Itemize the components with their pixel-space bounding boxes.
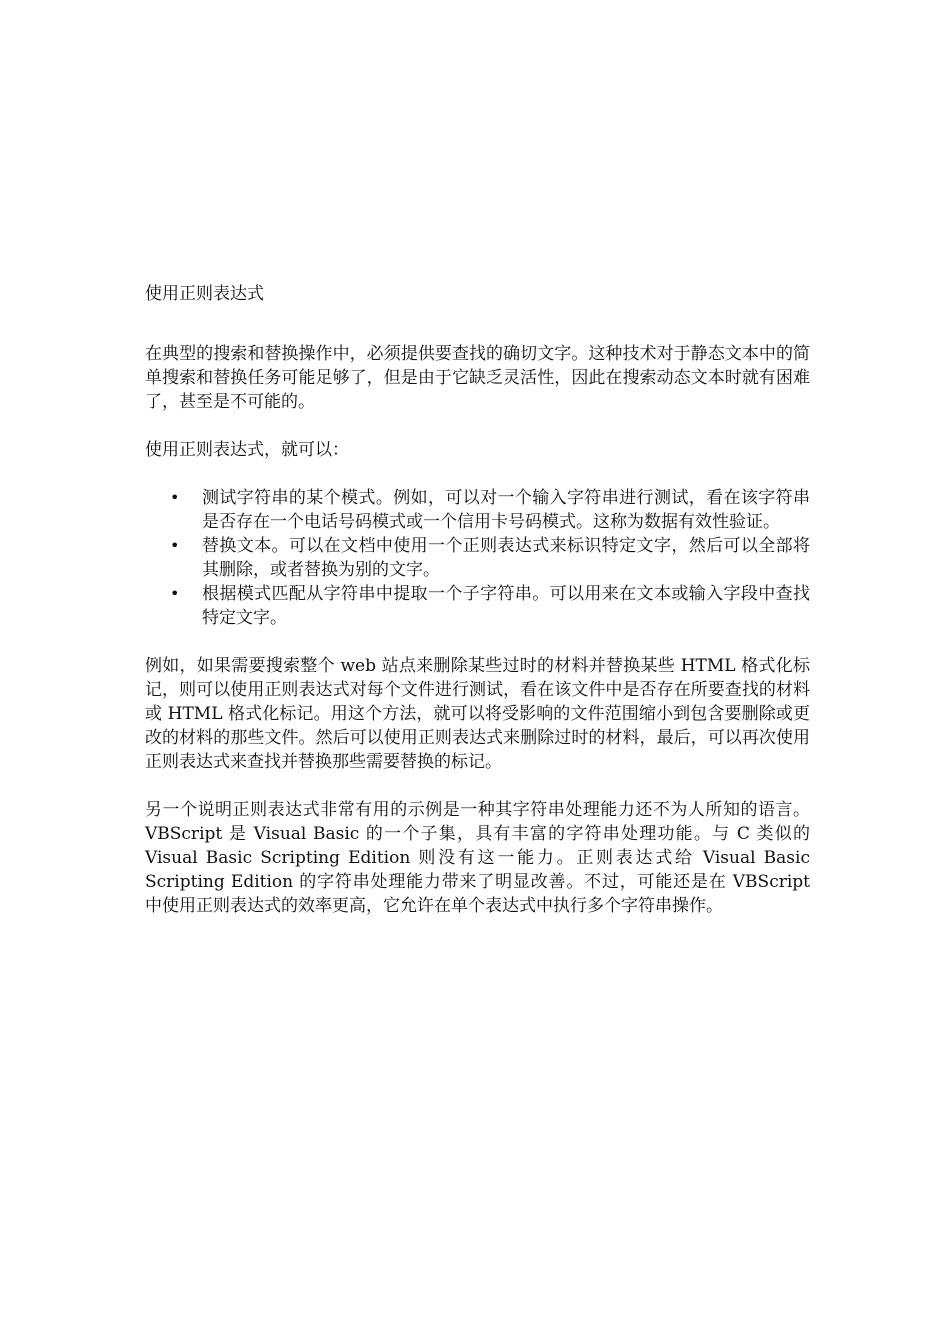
bullet-icon: • [170,488,180,507]
list-item [145,582,810,630]
document-body [145,282,810,942]
bullet-icon: • [170,536,180,555]
list-item-text: 根据模式匹配从字符串中提取一个子字符串。可以用来在文本或输入字段中查找特定文字。 [202,584,810,628]
capability-list [145,486,810,630]
list-item-text: 测试字符串的某个模式。例如，可以对一个输入字符串进行测试，看在该字符串是否存在一个电话号码模式或一个信用卡号码模式。这称为数据有效性验证。 [202,488,810,532]
intro-paragraph: 在典型的搜索和替换操作中，必须提供要查找的确切文字。这种技术对于静态文本中的简单搜索和替换任务可能足够了，但是由于它缺乏灵活性，因此在搜索动态文本时就有困难了，甚至是不可能的。 [145,344,810,412]
list-item [145,534,810,582]
lead-paragraph: 使用正则表达式，就可以： [145,440,349,460]
list-item [145,486,810,534]
list-item-text: 替换文本。可以在文档中使用一个正则表达式来标识特定文字，然后可以全部将其删除，或者替换为别的文字。 [202,536,810,580]
bullet-icon: • [170,584,180,603]
page-title: 使用正则表达式 [145,284,264,304]
example-paragraph: 例如，如果需要搜索整个 web 站点来删除某些过时的材料并替换某些 HTML 格式化标记，则可以使用正则表达式对每个文件进行测试，看在该文件中是否存在所要查找的材料或 HTML 格式化标记。用这个方法，就可以将受影响的文件范围缩小到包含要删除或更改的材料的那些文件。然后可以使用正则表达式来删除过时的材料，最后，可以再次使用正则表达式来查找并替换那些需要替换的标记。 [145,656,810,772]
vbscript-paragraph: 另一个说明正则表达式非常有用的示例是一种其字符串处理能力还不为人所知的语言。VBScript 是 Visual Basic 的一个子集，具有丰富的字符串处理功能。与 C 类似的 Visual Basic Scripting Edition 则没有这一能力。正则表达式给 Visual Basic Scripting Edition 的字符串处理能力带来了明显改善。不过，可能还是在 VBScript 中使用正则表达式的效率更高，它允许在单个表达式中执行多个字符串操作。 [145,800,810,916]
